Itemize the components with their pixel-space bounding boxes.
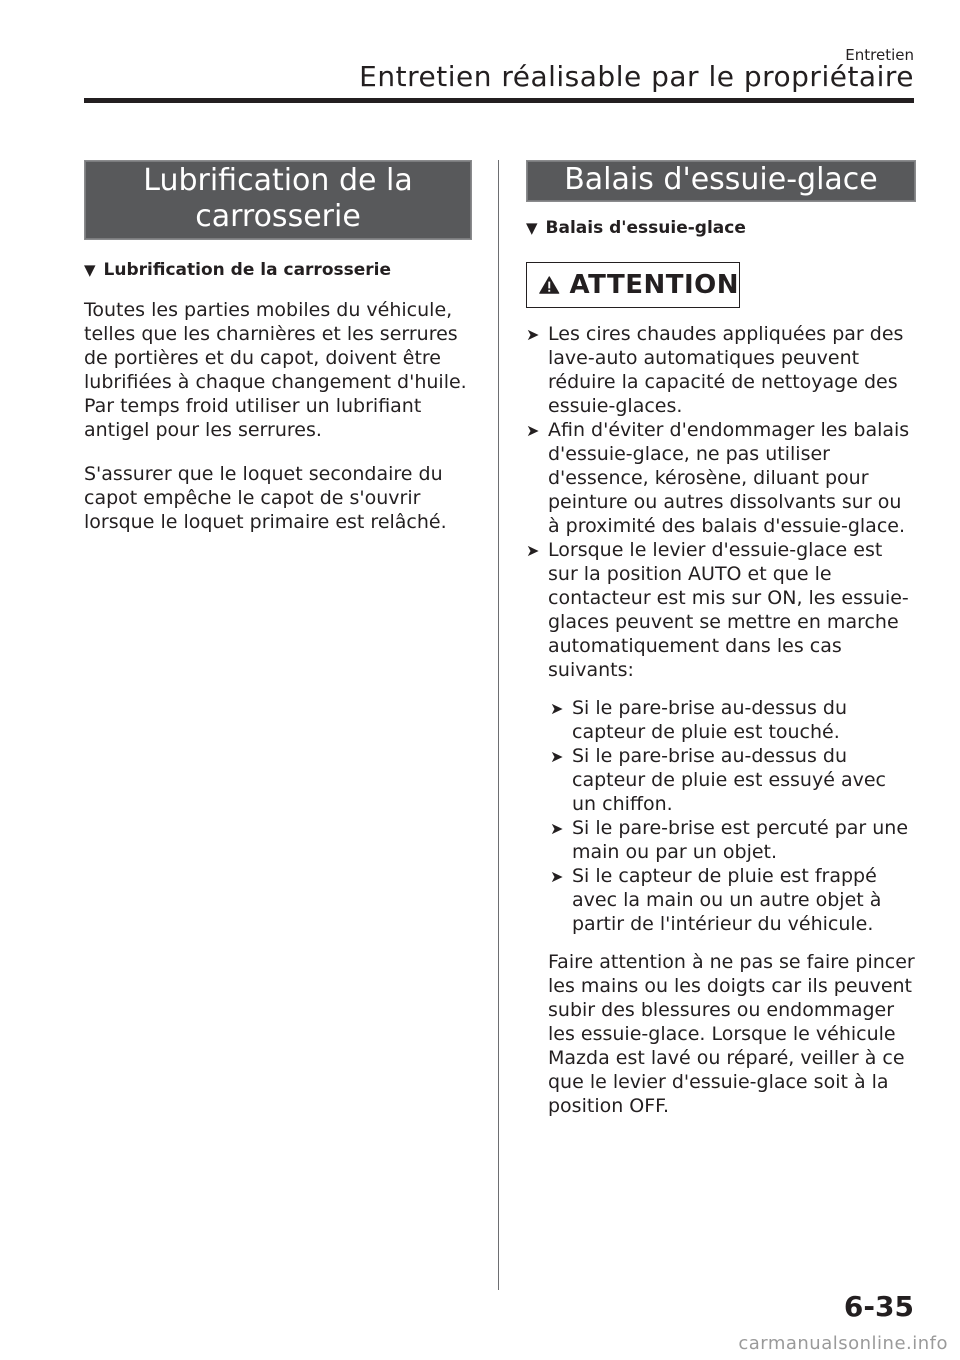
down-triangle-icon: ▼ bbox=[526, 219, 538, 237]
list-item bbox=[526, 538, 916, 682]
attention-box bbox=[526, 262, 740, 308]
list-item-text: Si le pare-brise est percuté par une main ou par un objet. bbox=[572, 817, 909, 863]
column-divider bbox=[498, 160, 499, 1290]
banner-line-1: Lubrification de la bbox=[143, 163, 413, 198]
watermark-link[interactable]: carmanualsonline.info bbox=[738, 1333, 948, 1354]
arrowhead-right-icon: ➤ bbox=[550, 819, 564, 838]
subheading-text: Lubrification de la carrosserie bbox=[103, 260, 392, 280]
section-banner-lubrification bbox=[84, 160, 472, 240]
arrowhead-right-icon: ➤ bbox=[526, 541, 540, 560]
subheading-lubrification bbox=[84, 260, 472, 280]
right-column bbox=[526, 160, 916, 1118]
attention-note: Faire attention à ne pas se faire pincer les mains ou les doigts car ils peuvent subir des blessures ou endommager les essuie-glace. Lorsque le véhicule Mazda est lavé ou réparé, veiller à ce que le levier d'essuie-glace soit à la position OFF. bbox=[548, 951, 915, 1117]
list-item-text: Si le pare-brise au-dessus du capteur de pluie est essuyé avec un chiffon. bbox=[572, 745, 886, 815]
arrowhead-right-icon: ➤ bbox=[550, 699, 564, 718]
page-number: 6-35 bbox=[843, 1290, 914, 1323]
list-item bbox=[550, 816, 916, 864]
list-item-text: Afin d'éviter d'endommager les balais d'essuie-glace, ne pas utiliser d'essence, kérosène, diluant pour peinture ou autres dissolvants sur ou à proximité des balais d'essuie-glace. bbox=[548, 419, 910, 537]
header-rule bbox=[84, 98, 914, 103]
left-column bbox=[84, 160, 472, 554]
paragraph: S'assurer que le loquet secondaire du capot empêche le capot de s'ouvrir lorsque le loquet primaire est relâché. bbox=[84, 463, 447, 533]
subheading-text: Balais d'essuie-glace bbox=[545, 218, 746, 238]
chapter-label: Entretien bbox=[845, 46, 914, 64]
body-text bbox=[84, 298, 472, 534]
down-triangle-icon: ▼ bbox=[84, 261, 96, 279]
list-item-text: Si le capteur de pluie est frappé avec la main ou un autre objet à partir de l'intérieur du véhicule. bbox=[572, 865, 882, 935]
list-item-text: Lorsque le levier d'essuie-glace est sur la position AUTO et que le contacteur est mis sur ON, les essuie-glaces peuvent se mettre en marche automatiquement dans les cas suivants: bbox=[548, 539, 909, 681]
sub-bullet-list bbox=[550, 696, 916, 936]
list-item-text: Les cires chaudes appliquées par des lave-auto automatiques peuvent réduire la capacité de nettoyage des essuie-glaces. bbox=[548, 323, 904, 417]
section-banner-balais: Balais d'essuie-glace bbox=[526, 160, 916, 202]
list-item bbox=[526, 322, 916, 418]
arrowhead-right-icon: ➤ bbox=[526, 421, 540, 440]
list-item bbox=[526, 418, 916, 538]
arrowhead-right-icon: ➤ bbox=[550, 747, 564, 766]
attention-bullet-list bbox=[526, 322, 916, 682]
list-item-text: Si le pare-brise au-dessus du capteur de pluie est touché. bbox=[572, 697, 847, 743]
arrowhead-right-icon: ➤ bbox=[526, 325, 540, 344]
section-title: Entretien réalisable par le propriétaire bbox=[359, 60, 914, 93]
list-item bbox=[550, 696, 916, 744]
list-item bbox=[550, 744, 916, 816]
list-item bbox=[550, 864, 916, 936]
arrowhead-right-icon: ➤ bbox=[550, 867, 564, 886]
attention-label: ATTENTION bbox=[569, 270, 739, 300]
subheading-balais bbox=[526, 218, 916, 238]
paragraph: Toutes les parties mobiles du véhicule, telles que les charnières et les serrures de portières et du capot, doivent être lubrifiées à chaque changement d'huile. Par temps froid utiliser un lubrifiant antigel pour les serrures. bbox=[84, 299, 467, 441]
warning-triangle-icon bbox=[539, 272, 560, 298]
banner-line-2: carrosserie bbox=[195, 199, 361, 234]
